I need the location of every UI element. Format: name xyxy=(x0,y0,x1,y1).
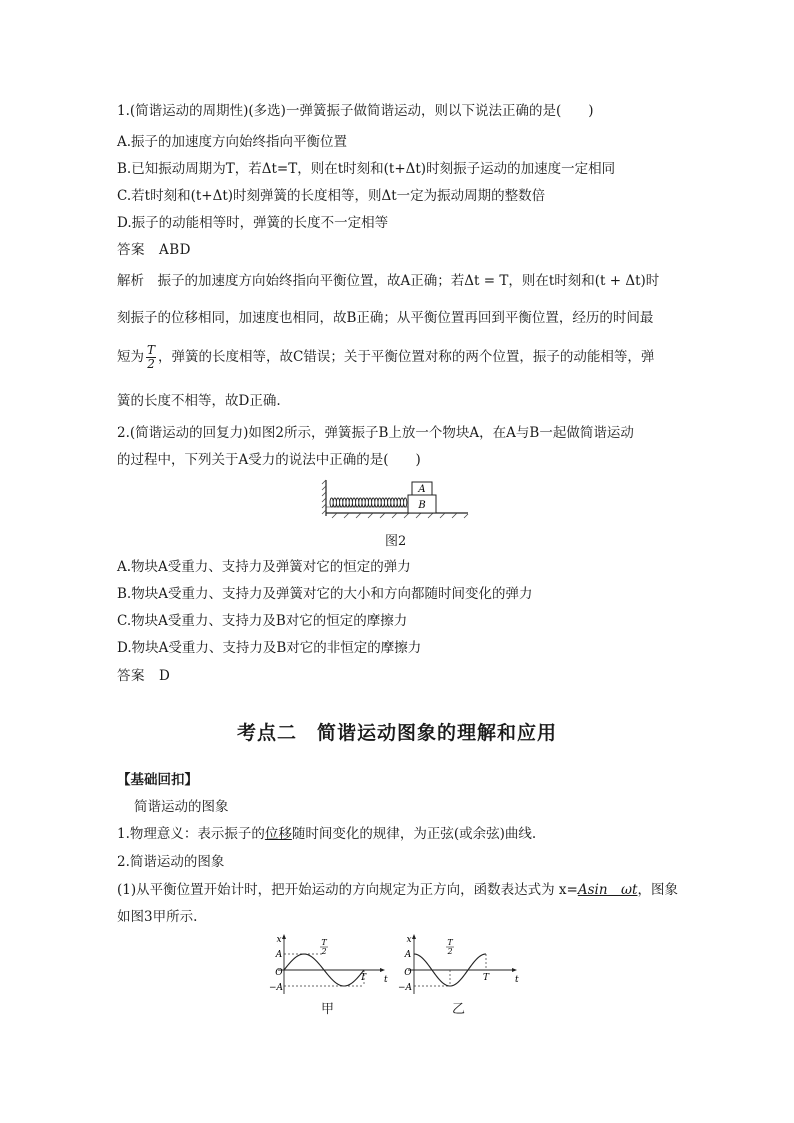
half-period-den: 2 xyxy=(447,947,453,956)
q2-option-d: D.物块A受重力、支持力及B对它的非恒定的摩擦力 xyxy=(117,640,422,656)
x-axis-arrow xyxy=(412,934,416,939)
p1-post: 随时间变化的规律，为正弦(或余弦)曲线. xyxy=(291,826,537,842)
q2-stem-line2: 的过程中，下列关于A受力的说法中正确的是( ) xyxy=(117,452,421,468)
spring-coil-path xyxy=(330,498,407,507)
half-period-num: T xyxy=(447,938,453,947)
p1-underlined: 位移 xyxy=(264,826,292,842)
origin-label: O xyxy=(275,968,283,978)
floor-hatching xyxy=(332,513,468,518)
half-period-den: 2 xyxy=(321,947,327,956)
half-period-fraction xyxy=(146,344,156,371)
q1-option-b: B.已知振动周期为T，若Δt=T，则在t时刻和(t+Δt)时刻振子运动的加速度一定相同 xyxy=(117,161,616,177)
amplitude-label: A xyxy=(275,950,283,960)
q1-explanation-line4: 簧的长度不相等，故D正确. xyxy=(117,393,281,409)
q2-option-c: C.物块A受重力、支持力及B对它的恒定的摩擦力 xyxy=(117,613,408,629)
q1-option-a: A.振子的加速度方向始终指向平衡位置 xyxy=(117,134,348,150)
neg-amplitude-label: −A xyxy=(397,983,413,993)
p3-pre: (1)从平衡位置开始计时，把开始运动的方向规定为正方向，函数表达式为 x= xyxy=(117,882,578,898)
q2-answer: 答案 D xyxy=(117,668,171,684)
cosine-graph-yi xyxy=(394,932,524,997)
graph-jia-caption: 甲 xyxy=(321,1002,335,1017)
q1-stem: 1.(简谐运动的周期性)(多选)一弹簧振子做简谐运动，则以下说法正确的是( ) xyxy=(117,103,594,119)
spring-oscillator-figure xyxy=(322,478,472,523)
x-axis-label: x xyxy=(406,935,412,945)
q1-explanation-line3 xyxy=(117,344,654,371)
fraction-numerator: T xyxy=(147,343,156,357)
amplitude-label: A xyxy=(404,950,412,960)
period-label: T xyxy=(482,973,490,983)
spring-coil xyxy=(326,498,408,507)
q1-explanation-line2: 刻振子的位移相同，加速度也相同，故B正确；从平衡位置再回到平衡位置，经历的时间最 xyxy=(117,310,654,326)
section-title: 考点二 简谐运动图象的理解和应用 xyxy=(236,722,557,744)
paragraph-2: 2.简谐运动的图象 xyxy=(117,854,225,870)
neg-amplitude-label: −A xyxy=(268,983,284,993)
graph-yi-caption: 乙 xyxy=(452,1002,466,1017)
origin-label: O xyxy=(404,968,412,978)
section-tag: 【基础回扣】 xyxy=(117,772,198,788)
q1-answer: 答案 ABD xyxy=(117,242,191,258)
paragraph-4: 如图3甲所示. xyxy=(117,909,198,925)
p3-formula: Asin ωt xyxy=(577,882,638,898)
block-a-label: A xyxy=(418,484,426,495)
p1-pre: 1.物理意义：表示振子的 xyxy=(117,826,265,842)
block-b-label: B xyxy=(418,500,426,511)
q2-option-a: A.物块A受重力、支持力及弹簧对它的恒定的弹力 xyxy=(117,559,411,575)
q1-exp3-pre: 短为 xyxy=(117,349,144,365)
q1-option-d: D.振子的动能相等时，弹簧的长度不一定相等 xyxy=(117,215,389,231)
x-axis-arrow xyxy=(282,934,286,939)
q2-option-b: B.物块A受重力、支持力及弹簧对它的大小和方向都随时间变化的弹力 xyxy=(117,586,533,602)
wall-hatching xyxy=(322,480,326,514)
half-period-num: T xyxy=(321,938,327,947)
x-axis-label: x xyxy=(276,935,282,945)
q1-explanation-line1: 解析 振子的加速度方向始终指向平衡位置，故A正确；若Δt = T，则在t时刻和(t + Δt)时 xyxy=(117,273,660,289)
t-axis-label: t xyxy=(384,975,388,985)
paragraph-3 xyxy=(117,881,678,899)
section-subtitle: 简谐运动的图象 xyxy=(134,799,229,815)
p3-post: ，图象 xyxy=(637,882,678,898)
t-axis-label: t xyxy=(515,975,519,985)
t-axis-arrow xyxy=(512,968,517,972)
fraction-denominator: 2 xyxy=(147,357,155,371)
q1-exp3-post: ，弹簧的长度相等，故C错误；关于平衡位置对称的两个位置，振子的动能相等，弹 xyxy=(158,349,655,365)
paragraph-1 xyxy=(117,825,536,843)
period-label: T xyxy=(359,973,367,983)
q1-option-c: C.若t时刻和(t+Δt)时刻弹簧的长度相等，则Δt一定为振动周期的整数倍 xyxy=(117,188,546,204)
q2-stem-line1: 2.(简谐运动的回复力)如图2所示，弹簧振子B上放一个物块A，在A与B一起做简谐运动 xyxy=(117,425,634,441)
t-axis-arrow xyxy=(380,968,385,972)
figure-2-caption: 图2 xyxy=(385,534,407,549)
sine-graph-jia xyxy=(270,932,390,997)
